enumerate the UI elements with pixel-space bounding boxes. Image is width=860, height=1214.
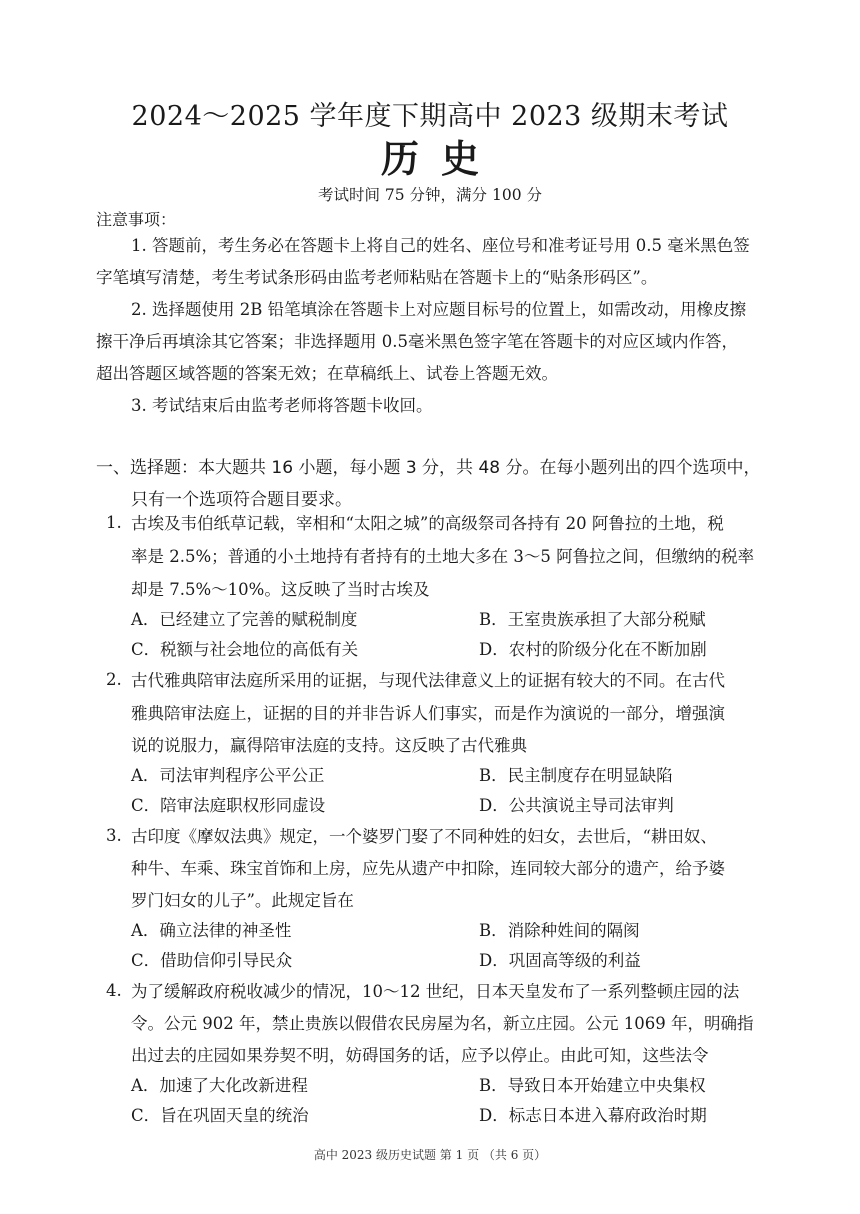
option-b: B．消除种姓间的隔阂: [479, 921, 640, 940]
question-text: 古代雅典陪审法庭所采用的证据，与现代法律意义上的证据有较大的不同。在古代: [131, 671, 725, 690]
notice-line: 3. 考试结束后由监考老师将答题卡收回。: [131, 396, 433, 415]
question-text: 罗门妇女的儿子”。此规定旨在: [131, 891, 354, 910]
notice-line: 字笔填写清楚，考生考试条形码由监考老师粘贴在答题卡上的“贴条形码区”。: [96, 268, 658, 287]
option-b: B．导致日本开始建立中央集权: [479, 1076, 706, 1095]
question-text: 雅典陪审法庭上，证据的目的并非告诉人们事实，而是作为演说的一部分，增强演: [131, 704, 725, 723]
question-text: 说的说服力，赢得陪审法庭的支持。这反映了古代雅典: [131, 736, 527, 755]
option-c: C．税额与社会地位的高低有关: [131, 640, 359, 659]
exam-info: 考试时间 75 分钟，满分 100 分: [317, 186, 543, 204]
subject-title: 历史: [380, 137, 501, 181]
section-heading: 一、选择题：本大题共 16 小题，每小题 3 分，共 48 分。在每小题列出的四个选项中，: [96, 458, 761, 478]
notice-title: 注意事项：: [96, 210, 177, 229]
section-heading-cont: 只有一个选项符合题目要求。: [131, 490, 352, 510]
question-text: 率是 2.5%；普通的小土地持有者持有的土地大多在 3～5 阿鲁拉之间，但缴纳的税率: [131, 547, 755, 566]
notice-line: 超出答题区域答题的答案无效；在草稿纸上、试卷上答题无效。: [96, 364, 558, 383]
question-number: 3.: [106, 826, 122, 845]
option-c: C．陪审法庭职权形同虚设: [131, 796, 326, 815]
question-number: 1.: [106, 513, 122, 532]
option-d: D．农村的阶级分化在不断加剧: [479, 640, 707, 659]
question-text: 为了缓解政府税收减少的情况，10～12 世纪，日本天皇发布了一系列整顿庄园的法: [131, 982, 740, 1001]
notice-line: 2. 选择题使用 2B 铅笔填涂在答题卡上对应题目标号的位置上，如需改动，用橡皮擦: [131, 300, 747, 319]
option-a: A．确立法律的神圣性: [131, 921, 292, 940]
notice-line: 1. 答题前，考生务必在答题卡上将自己的姓名、座位号和准考证号用 0.5 毫米黑色签: [131, 236, 750, 255]
option-b: B．民主制度存在明显缺陷: [479, 766, 673, 785]
question-text: 令。公元 902 年，禁止贵族以假借农民房屋为名，新立庄园。公元 1069 年，明确指: [131, 1014, 754, 1033]
notice-line: 擦干净后再填涂其它答案；非选择题用 0.5毫米黑色签字笔在答题卡的对应区域内作答，: [96, 332, 738, 351]
option-a: A．已经建立了完善的赋税制度: [131, 610, 358, 629]
option-b: B．王室贵族承担了大部分税赋: [479, 610, 706, 629]
question-text: 出过去的庄园如果券契不明，妨碍国务的话，应予以停止。由此可知，这些法令: [131, 1046, 709, 1065]
question-text: 古印度《摩奴法典》规定，一个婆罗门娶了不同种姓的妇女，去世后，“耕田奴、: [131, 827, 717, 846]
option-d: D．巩固高等级的利益: [479, 951, 641, 970]
question-text: 种牛、车乘、珠宝首饰和上房，应先从遗产中扣除，连同较大部分的遗产，给予婆: [131, 859, 725, 878]
option-d: D．公共演说主导司法审判: [479, 796, 674, 815]
question-text: 却是 7.5%～10%。这反映了当时古埃及: [131, 580, 430, 599]
question-number: 2.: [106, 670, 122, 689]
page-footer: 高中 2023 级历史试题 第 1 页 （共 6 页）: [313, 1148, 547, 1162]
option-d: D．标志日本进入幕府政治时期: [479, 1106, 707, 1125]
option-a: A．加速了大化改新进程: [131, 1076, 308, 1095]
option-c: C．借助信仰引导民众: [131, 951, 293, 970]
question-text: 古埃及韦伯纸草记载，宰相和“太阳之城”的高级祭司各持有 20 阿鲁拉的土地，税: [131, 514, 724, 533]
exam-title: 2024～2025 学年度下期高中 2023 级期末考试: [131, 101, 729, 132]
option-a: A．司法审判程序公平公正: [131, 766, 325, 785]
option-c: C．旨在巩固天皇的统治: [131, 1106, 309, 1125]
question-number: 4.: [106, 981, 122, 1000]
